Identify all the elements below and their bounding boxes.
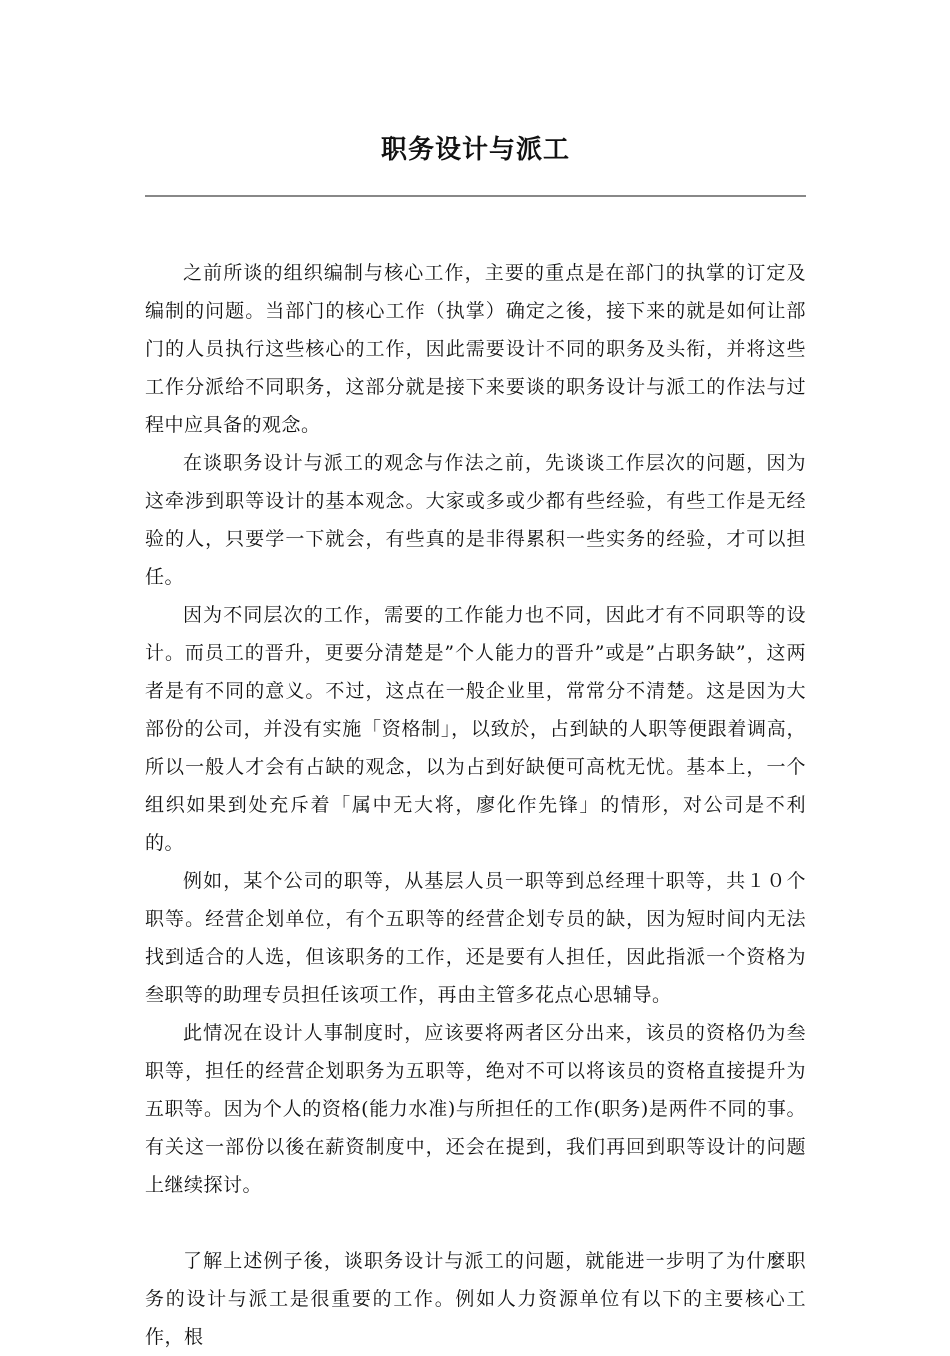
paragraph-work-levels: 在谈职务设计与派工的观念与作法之前，先谈谈工作层次的问题，因为这牵涉到职等设计的基本观念。大家或多或少都有些经验，有些工作是无经验的人，只要学一下就会，有些真的是非得累积一些实务的经验，才可以担任。 (145, 452, 806, 588)
paragraph-conclusion: 了解上述例子後，谈职务设计与派工的问题，就能进一步明了为什麼职务的设计与派工是很重要的工作。例如人力资源单位有以下的主要核心工作，根 (145, 1250, 806, 1348)
document-title: 职务设计与派工 (380, 135, 570, 165)
paragraph-spacer (145, 1204, 806, 1242)
document-body (145, 254, 806, 1356)
paragraph-distinction: 此情况在设计人事制度时，应该要将两者区分出来，该员的资格仍为叁职等，担任的经营企划职务为五职等，绝对不可以将该员的资格直接提升为五职等。因为个人的资格(能力水准)与所担任的工作(职务)是两件不同的事。有关这一部份以後在薪资制度中，还会在提到，我们再回到职等设计的问题上继续探讨。 (145, 1022, 806, 1196)
title-divider (145, 195, 806, 197)
paragraph-intro: 之前所谈的组织编制与核心工作，主要的重点是在部门的执掌的订定及编制的问题。当部门的核心工作（执掌）确定之後，接下来的就是如何让部门的人员执行这些核心的工作，因此需要设计不同的职务及头衔，并将这些工作分派给不同职务，这部分就是接下来要谈的职务设计与派工的作法与过程中应具备的观念。 (145, 262, 806, 436)
paragraph-example: 例如，某个公司的职等，从基层人员一职等到总经理十职等，共１０个职等。经营企划单位，有个五职等的经营企划专员的缺，因为短时间内无法找到适合的人选，但该职务的工作，还是要有人担任，因此指派一个资格为叁职等的助理专员担任该项工作，再由主管多花点心思辅导。 (145, 870, 806, 1006)
paragraph-promotion: 因为不同层次的工作，需要的工作能力也不同，因此才有不同职等的设计。而员工的晋升，更要分清楚是”个人能力的晋升”或是”占职务缺”，这两者是有不同的意义。不过，这点在一般企业里，常常分不清楚。这是因为大部份的公司，并没有实施「资格制」，以致於，占到缺的人职等便跟着调高，所以一般人才会有占缺的观念，以为占到好缺便可高枕无忧。基本上，一个组织如果到处充斥着「属中无大将，廖化作先锋」的情形，对公司是不利的。 (145, 604, 806, 854)
